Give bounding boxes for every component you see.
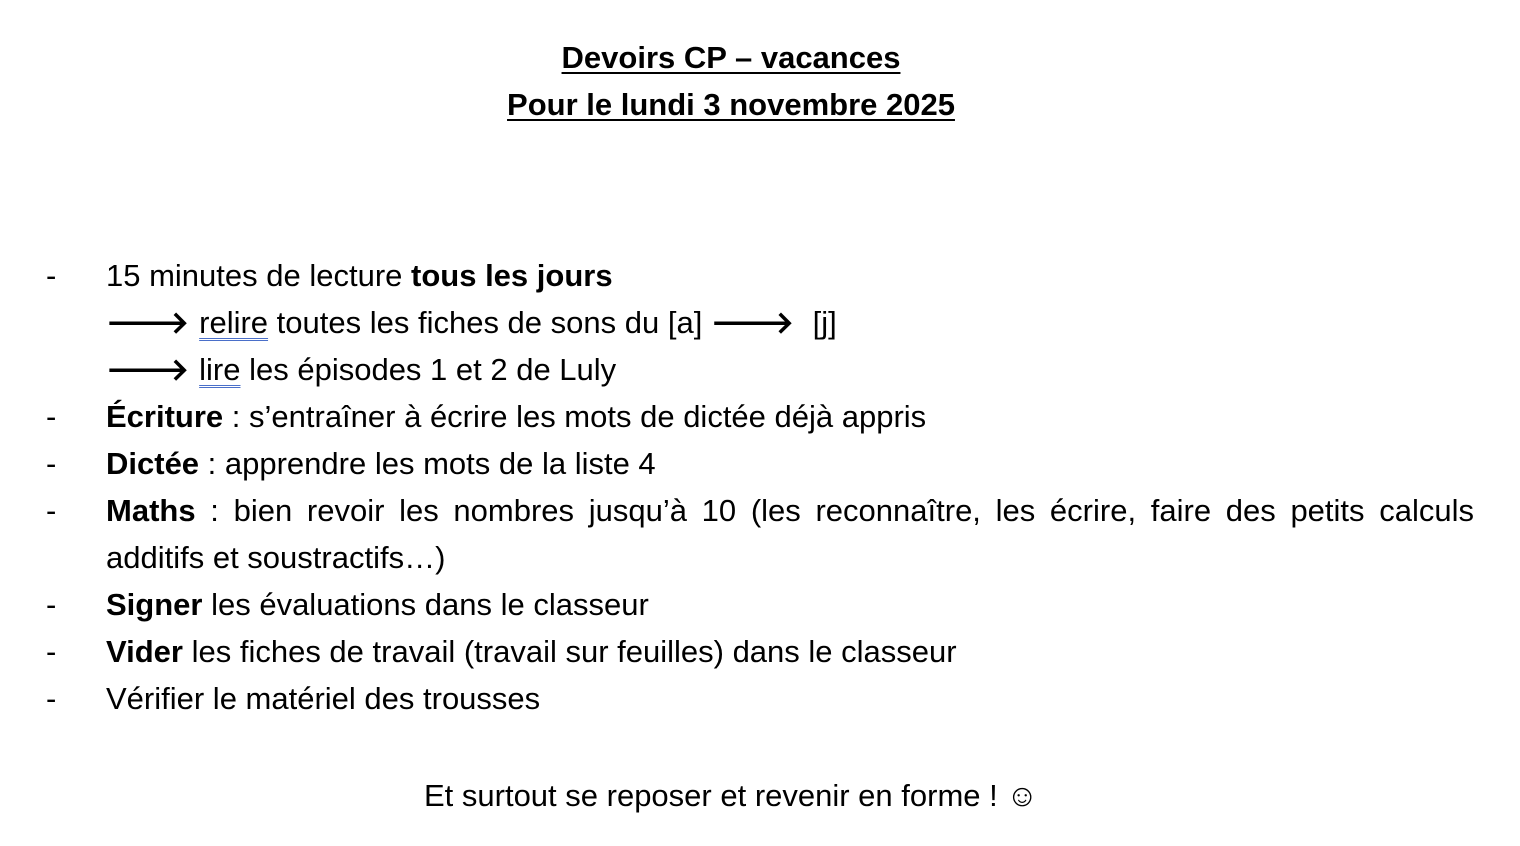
verb-relire: relire [199, 305, 269, 340]
list-item-maths [0, 487, 1474, 581]
bullet-dash: - [46, 399, 57, 434]
task-label: Vider [106, 634, 183, 669]
task-text: : bien revoir les nombres jusqu’à 10 (les reconnaître, les écrire, faire des petits calculs additifs et soustractifs…) [106, 493, 1474, 575]
arrow-right-icon: 🡒 [710, 305, 795, 340]
list-item-reading [0, 252, 1474, 299]
arrow-right-icon: 🡒 [106, 352, 190, 387]
task-label: Dictée [106, 446, 200, 481]
bullet-dash: - [46, 446, 57, 481]
subitem-text: les épisodes 1 et 2 de Luly [240, 352, 617, 387]
bullet-dash: - [46, 681, 57, 716]
task-text: Vérifier le matériel des trousses [106, 681, 541, 716]
task-label: Maths [106, 493, 196, 528]
task-text: : apprendre les mots de la liste 4 [199, 446, 656, 481]
list-item-dictee [0, 440, 1474, 487]
subitem-tail: [j] [804, 305, 837, 340]
bullet-dash: - [46, 587, 57, 622]
document-subtitle: Pour le lundi 3 novembre 2025 [507, 87, 955, 122]
bullet-dash: - [46, 258, 57, 293]
task-emphasis: tous les jours [411, 258, 613, 293]
document-header [0, 34, 1462, 128]
task-text: les fiches de travail (travail sur feuilles) dans le classeur [182, 634, 957, 669]
task-label: Écriture [106, 399, 224, 434]
document-title: Devoirs CP – vacances [561, 40, 901, 75]
subitem-lire [0, 346, 1520, 393]
task-list [0, 252, 1520, 722]
verb-lire: lire [199, 352, 241, 387]
subitem-text: toutes les fiches de sons du [a] [268, 305, 711, 340]
task-label: Signer [106, 587, 203, 622]
subitem-relire [0, 299, 1520, 346]
list-item-vider [0, 628, 1474, 675]
task-text: les évaluations dans le classeur [202, 587, 649, 622]
arrow-right-icon: 🡒 [106, 305, 190, 340]
bullet-dash: - [46, 634, 57, 669]
list-item-signer [0, 581, 1474, 628]
list-item-ecriture [0, 393, 1474, 440]
task-text: 15 minutes de lecture [106, 258, 412, 293]
bullet-dash: - [46, 493, 57, 528]
task-text: : s’entraîner à écrire les mots de dictée déjà appris [223, 399, 927, 434]
closing-message: Et surtout se reposer et revenir en forme ! ☺ [423, 778, 1039, 813]
list-item-verifier [0, 675, 1474, 722]
